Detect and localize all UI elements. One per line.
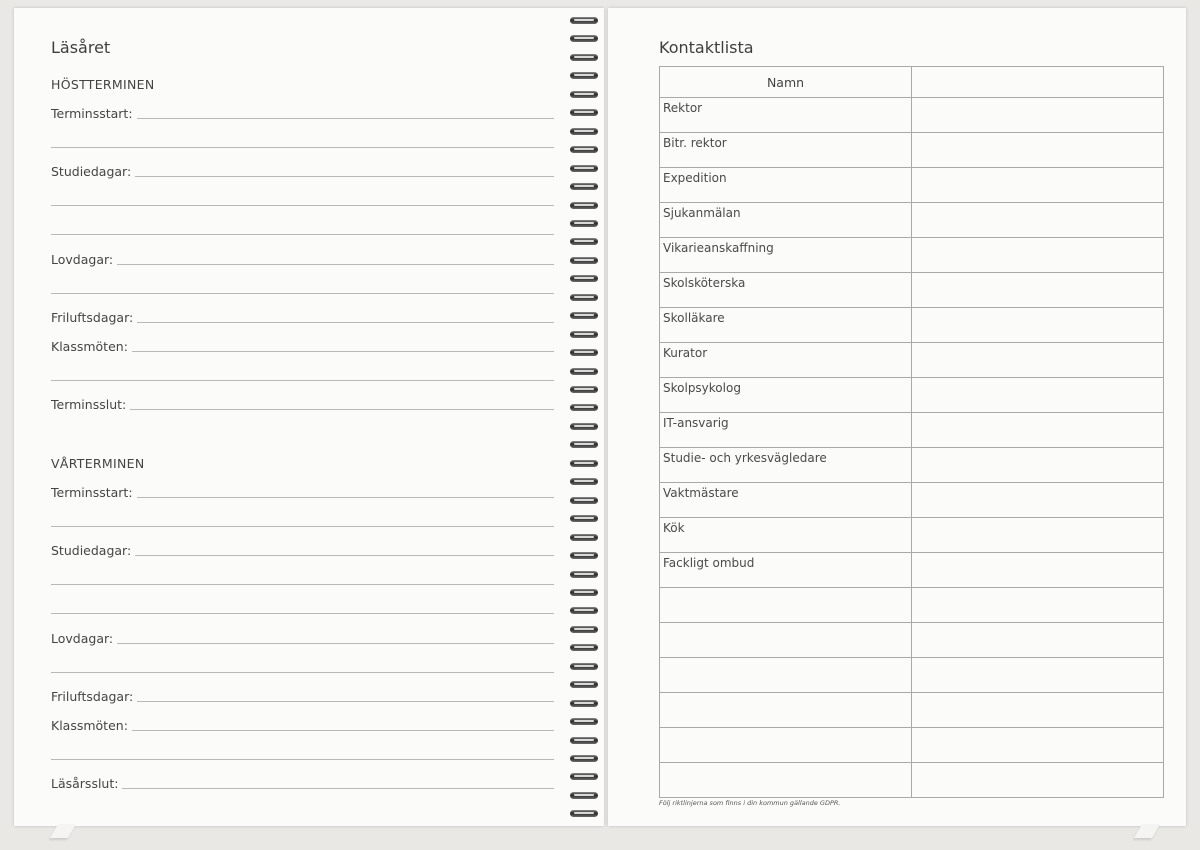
role-label: Rektor <box>663 101 703 115</box>
form-line[interactable] <box>51 136 554 148</box>
role-label: Studie- och yrkesvägledare <box>663 451 827 465</box>
role-cell[interactable] <box>660 623 912 658</box>
writing-line <box>51 147 554 148</box>
form-line[interactable] <box>51 748 554 760</box>
field-label: Friluftsdagar: <box>51 311 137 325</box>
field-label: Lovdagar: <box>51 632 117 646</box>
form-line[interactable] <box>51 282 554 294</box>
contact-cell[interactable] <box>912 378 1164 413</box>
contact-cell[interactable] <box>912 448 1164 483</box>
table-row <box>660 623 1164 658</box>
writing-line <box>51 672 554 673</box>
role-label: Skolsköterska <box>663 276 746 290</box>
role-label: Skolläkare <box>663 311 725 325</box>
contact-cell[interactable] <box>912 483 1164 518</box>
table-row <box>660 658 1164 693</box>
role-label: Fackligt ombud <box>663 556 755 570</box>
table-row <box>660 448 1164 483</box>
writing-line <box>51 234 554 235</box>
table-row <box>660 728 1164 763</box>
table-row <box>660 588 1164 623</box>
role-label: Skolpsykolog <box>663 381 741 395</box>
table-row <box>660 98 1164 133</box>
form-line[interactable] <box>51 486 554 498</box>
role-label <box>660 658 911 661</box>
table-row <box>660 168 1164 203</box>
contact-cell[interactable] <box>912 728 1164 763</box>
page-title-contact-list: Kontaktlista <box>659 38 754 57</box>
role-label: Kök <box>663 521 685 535</box>
contact-cell[interactable] <box>912 203 1164 238</box>
table-row <box>660 238 1164 273</box>
role-cell[interactable] <box>660 98 912 133</box>
contact-cell[interactable] <box>912 98 1164 133</box>
table-row <box>660 553 1164 588</box>
writing-line <box>51 205 554 206</box>
contact-cell[interactable] <box>912 588 1164 623</box>
role-cell[interactable] <box>660 448 912 483</box>
table-row <box>660 413 1164 448</box>
role-label: Vaktmästare <box>663 486 739 500</box>
role-label <box>660 763 911 766</box>
role-cell[interactable] <box>660 518 912 553</box>
role-label <box>660 693 911 696</box>
role-cell[interactable] <box>660 133 912 168</box>
table-row <box>660 518 1164 553</box>
field-label: Terminsstart: <box>51 107 137 121</box>
role-cell[interactable] <box>660 168 912 203</box>
contact-cell[interactable] <box>912 693 1164 728</box>
page-title-school-year: Läsåret <box>51 38 111 57</box>
writing-line <box>51 584 554 585</box>
role-label: Vikarieanskaffning <box>663 241 774 255</box>
contact-cell[interactable] <box>912 763 1164 798</box>
table-row <box>660 693 1164 728</box>
role-label: Sjukanmälan <box>663 206 741 220</box>
contact-cell[interactable] <box>912 168 1164 203</box>
form-line[interactable] <box>51 398 554 410</box>
form-line[interactable] <box>51 253 554 265</box>
writing-line <box>51 293 554 294</box>
contact-cell[interactable] <box>912 658 1164 693</box>
role-cell[interactable] <box>660 273 912 308</box>
page-tab <box>1134 824 1160 838</box>
writing-line <box>51 759 554 760</box>
table-row <box>660 483 1164 518</box>
contact-cell[interactable] <box>912 413 1164 448</box>
field-label: Läsårsslut: <box>51 777 122 791</box>
role-label <box>660 728 911 731</box>
section-heading-spring: VÅRTERMINEN <box>51 456 145 471</box>
right-page <box>608 8 1186 826</box>
form-line[interactable] <box>51 543 554 559</box>
form-line[interactable] <box>51 194 554 206</box>
form-line[interactable] <box>51 164 554 180</box>
page-tab <box>50 824 76 838</box>
role-cell[interactable] <box>660 378 912 413</box>
form-line[interactable] <box>51 661 554 673</box>
contact-cell[interactable] <box>912 308 1164 343</box>
gdpr-footnote: Följ riktlinjerna som finns i din kommun gällande GDPR. <box>659 799 841 807</box>
role-label: IT-ansvarig <box>663 416 729 430</box>
role-label: Kurator <box>663 346 708 360</box>
table-row <box>660 133 1164 168</box>
role-cell[interactable] <box>660 763 912 798</box>
form-line[interactable] <box>51 573 554 585</box>
table-row <box>660 273 1164 308</box>
contact-cell[interactable] <box>912 273 1164 308</box>
table-row <box>660 763 1164 798</box>
role-cell[interactable] <box>660 728 912 763</box>
writing-line <box>51 264 554 265</box>
role-label: Bitr. rektor <box>663 136 727 150</box>
writing-line <box>51 613 554 614</box>
contact-cell[interactable] <box>912 518 1164 553</box>
form-line[interactable] <box>51 719 554 731</box>
writing-line <box>51 526 554 527</box>
field-label: Terminsstart: <box>51 486 137 500</box>
role-cell[interactable] <box>660 308 912 343</box>
form-line[interactable] <box>51 340 554 352</box>
writing-line <box>51 643 554 644</box>
role-cell[interactable] <box>660 658 912 693</box>
role-cell[interactable] <box>660 483 912 518</box>
contact-cell[interactable] <box>912 238 1164 273</box>
form-line[interactable] <box>51 515 554 527</box>
form-line[interactable] <box>51 632 554 644</box>
role-cell[interactable] <box>660 693 912 728</box>
table-row <box>660 343 1164 378</box>
field-label: Klassmöten: <box>51 719 132 733</box>
field-label: Studiedagar: <box>51 165 135 179</box>
field-label: Klassmöten: <box>51 340 132 354</box>
form-line[interactable] <box>51 107 554 119</box>
contact-cell[interactable] <box>912 623 1164 658</box>
form-line[interactable] <box>51 369 554 381</box>
role-cell[interactable] <box>660 203 912 238</box>
role-label: Expedition <box>663 171 727 185</box>
field-label: Lovdagar: <box>51 253 117 267</box>
contact-cell[interactable] <box>912 553 1164 588</box>
form-line[interactable] <box>51 223 554 235</box>
contact-column-header <box>912 67 1164 98</box>
form-line[interactable] <box>51 690 554 702</box>
field-label: Terminsslut: <box>51 398 130 412</box>
table-row <box>660 378 1164 413</box>
form-line[interactable] <box>51 777 554 789</box>
role-cell[interactable] <box>660 553 912 588</box>
left-page <box>14 8 604 826</box>
form-line[interactable] <box>51 311 554 323</box>
form-line[interactable] <box>51 602 554 614</box>
table-row <box>660 203 1164 238</box>
section-heading-fall: HÖSTTERMINEN <box>51 77 155 92</box>
role-cell[interactable] <box>660 343 912 378</box>
field-label: Friluftsdagar: <box>51 690 137 704</box>
role-label <box>660 588 911 591</box>
writing-line <box>51 380 554 381</box>
field-label: Studiedagar: <box>51 544 135 558</box>
table-row <box>660 308 1164 343</box>
role-label <box>660 623 911 626</box>
role-cell[interactable] <box>660 588 912 623</box>
contact-cell[interactable] <box>912 343 1164 378</box>
contact-cell[interactable] <box>912 133 1164 168</box>
contact-table <box>659 66 1164 798</box>
role-cell[interactable] <box>660 238 912 273</box>
role-cell[interactable] <box>660 413 912 448</box>
writing-line <box>51 788 554 789</box>
name-column-header: Namn <box>660 67 912 98</box>
